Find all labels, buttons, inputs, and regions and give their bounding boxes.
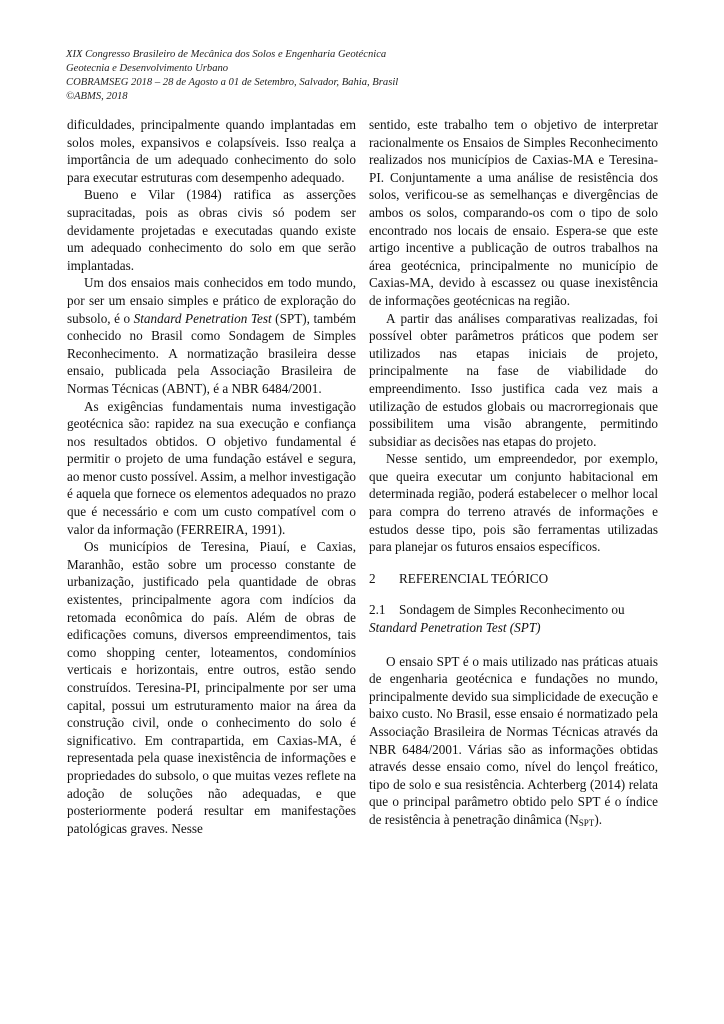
paragraph-text: O ensaio SPT é o mais utilizado nas práticas atuais de engenharia geotécnica e fundações no mundo, principalmente devido sua simplicidade de execução e baixo custo. No Brasil, esse ensaio é normatizado pela Associação Brasileira de Normas Técnicas através da NBR 6484/2001. Várias são as informações obtidas através desse ensaio como, nível do lençol freático, tipo de solo e sua resistência. Achterberg (2014) relata que o principal parâmetro obtido pelo SPT é o índice de resistência à penetração dinâmica (N [369, 653, 658, 827]
paragraph: Nesse sentido, um empreendedor, por exemplo, que queira executar um conjunto habitacional em determinada região, poderá estabelecer o melhor local para compra do terreno através de informações e estudos desse tipo, pois são ferramentas utilizadas para planejar os futuros ensaios específicos. [369, 451, 658, 555]
section-heading [369, 570, 658, 588]
header-copyright: ©ABMS, 2018 [66, 91, 128, 102]
spacer [369, 637, 658, 653]
subsection-title-italic: Standard Penetration Test (SPT) [369, 620, 541, 636]
header-event-dates: COBRAMSEG 2018 – 28 de Agosto a 01 de Setembro, Salvador, Bahia, Brasil [66, 77, 399, 88]
subsection-number: 2.1 [369, 602, 386, 618]
paragraph: Os municípios de Teresina, Piauí, e Caxias, Maranhão, estão sobre um processo constante de urbanização, justificado pela quantidade de obras existentes, principalmente agora com indícios da retomada econômica do país. Além de obras de edificações comuns, diversos empreendimentos, tais como shopping center, loteamentos, condomínios verticais e horizontais, entre outros, estão sendo construídos. Teresina-PI, principalmente por ser uma capital, possui um estruturamento maior na área da construção civil, onde o conhecimento do solo é significativo. Em contrapartida, em Caxias-MA, é representada pela quase inexistência de informações e propriedades do subsolo, o que muitas vezes reflete na adoção de soluções não adequadas, e que posteriormente poderá resultar em manifestações patológicas graves. Nesse [67, 539, 356, 836]
paragraph: dificuldades, principalmente quando implantadas em solos moles, expansivos e colapsíveis. Isso realça a importância de um adequado conhecimento do solo para executar estruturas com desempenho adequado. [67, 117, 356, 185]
left-column [67, 116, 356, 837]
subscript: SPT [578, 817, 595, 828]
paragraph: A partir das análises comparativas realizadas, foi possível obter parâmetros práticos que podem ser utilizados nas etapas iniciais de projeto, principalmente na fase de viabilidade do empreendimento. Isso justifica cada vez mais a utilização de estudos globais ou macrorregionais que possibilitem uma visão abrangente, permitindo subsidiar as decisões nas etapas do projeto. [369, 310, 658, 449]
right-column [369, 116, 658, 829]
subsection-heading [369, 601, 658, 636]
paragraph-text: Um dos ensaios mais conhecidos em todo mundo, por ser um ensaio simples e prático de exploração do subsolo, é o [67, 275, 356, 326]
paragraph-text: (SPT), também conhecido no Brasil como Sondagem de Simples Reconhecimento. A normatização brasileira desse ensaio, publicada pela Associação Brasileira de Normas Técnicas (ABNT), é a NBR 6484/2001. [67, 310, 356, 396]
conference-header [66, 48, 666, 104]
paragraph: Bueno e Vilar (1984) ratifica as asserções supracitadas, pois as obras civis só podem ser devidamente projetadas e executadas quando existe um adequado conhecimento do solo em que serão implantadas. [67, 187, 356, 273]
paragraph [67, 274, 356, 397]
paragraph: sentido, este trabalho tem o objetivo de interpretar racionalmente os Ensaios de Simples Reconhecimento realizados nos municípios de Caxias-MA e Teresina-PI. Conjuntamente a uma análise de resistência dos solos, verificou-se as semelhanças e divergências de ambos os solos, comparando-os com o tipo de solo encontrado nos locais de ensaio. Espera-se que este artigo incentive a publicação de outros trabalhos na área geotécnica, principalmente no município de Caxias-MA, devido à escassez ou quase inexistência de informações geotécnicas na região. [369, 117, 658, 308]
header-theme: Geotecnia e Desenvolvimento Urbano [66, 63, 229, 74]
section-number: 2 [369, 570, 376, 586]
header-conference-title: XIX Congresso Brasileiro de Mecânica dos Solos e Engenharia Geotécnica [66, 49, 387, 60]
italic-term: Standard Penetration Test [133, 310, 272, 326]
section-title: REFERENCIAL TEÓRICO [399, 570, 549, 586]
paragraph-text: ). [594, 811, 603, 827]
subsection-title: Sondagem de Simples Reconhecimento ou [399, 602, 625, 618]
paragraph: As exigências fundamentais numa investigação geotécnica são: rapidez na sua execução e confiança nos resultados obtidos. O objetivo fundamental é permitir o projeto de uma fundação estável e segura, ao menor custo possível. Assim, a melhor investigação é aquela que fornece os elementos adequados no prazo que é necessário e com um custo compatível com o valor da informação (FERREIRA, 1991). [67, 398, 356, 537]
paragraph [369, 653, 658, 829]
